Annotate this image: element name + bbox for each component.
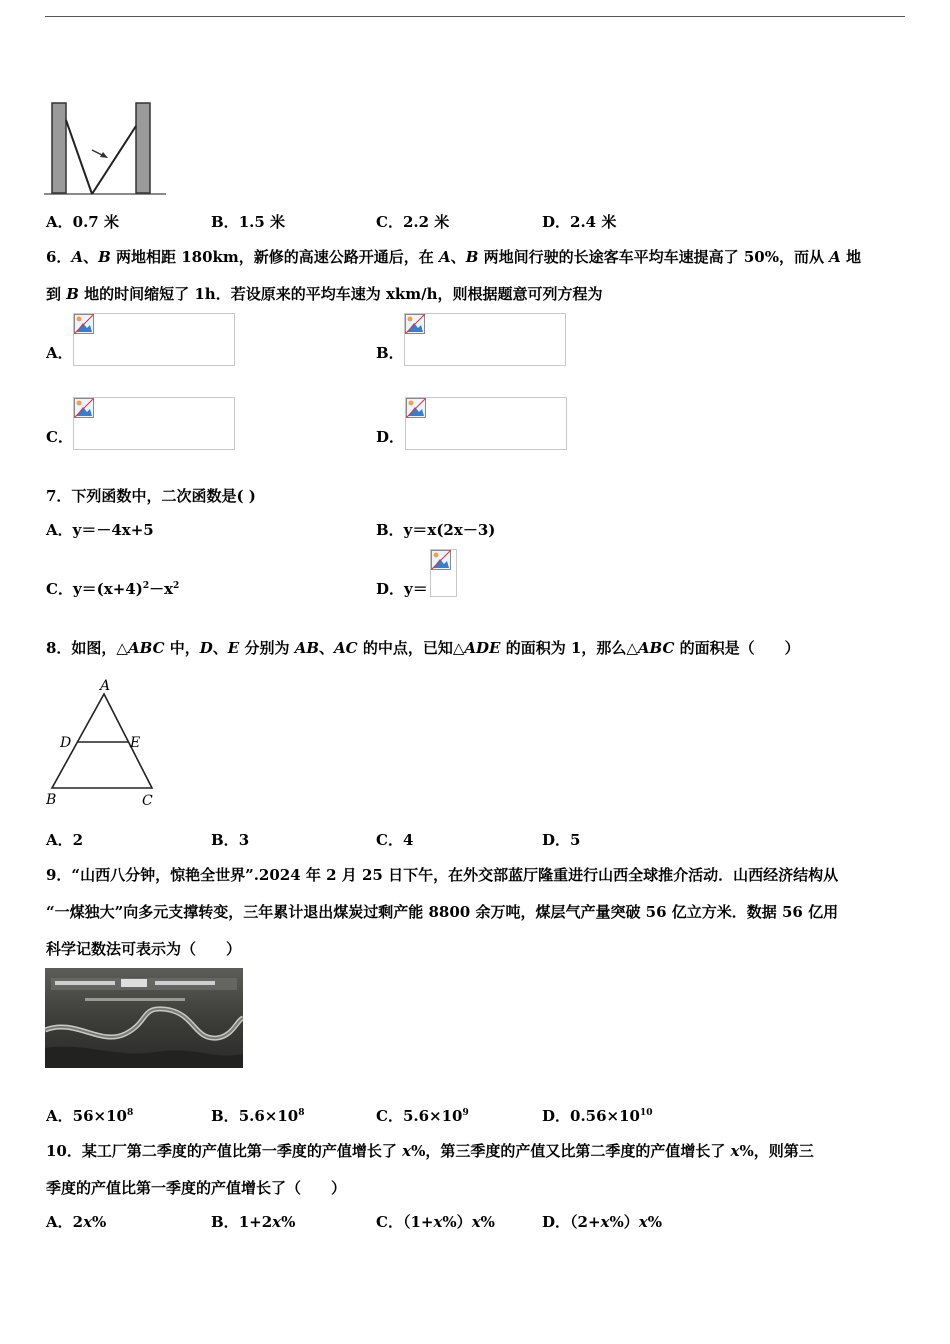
q10-stem-line2: 季度的产值比第一季度的产值增长了（ ） xyxy=(46,1179,347,1197)
q6-option-a: A． xyxy=(46,344,73,362)
q9-stem-line2: “一煤独大”向多元支撑转变，三年累计退出煤炭过剩产能 8800 余万吨，煤层气产量突破 56 亿立方米．数据 56 亿用 xyxy=(46,903,839,921)
q8-option-c: C．4 xyxy=(376,831,414,849)
shanxi-promo-photo xyxy=(45,968,243,1068)
q10-option-a: A．2x% xyxy=(46,1213,107,1231)
q6-option-b: B． xyxy=(376,344,404,362)
q5-option-a: A．0.7 米 xyxy=(46,213,119,231)
broken-image-icon xyxy=(405,314,425,334)
q6-option-a-image xyxy=(73,313,235,366)
q9-option-a: A．$56\times 10^8$ xyxy=(46,1107,134,1125)
q9-option-b: B．$5.6\times 10^8$ xyxy=(211,1107,305,1125)
vertex-label-a: A xyxy=(100,678,111,694)
header-rule xyxy=(45,16,905,17)
q5-option-d: D．2.4 米 xyxy=(542,213,617,231)
broken-image-icon xyxy=(431,550,451,570)
q6-option-d: D． xyxy=(376,428,405,446)
q6-stem-line2: 到 B 地的时间缩短了 1h．若设原来的平均车速为 xkm/h，则根据题意可列方程为 xyxy=(46,285,603,303)
q6-option-c-image xyxy=(73,397,235,450)
q8-option-d: D．5 xyxy=(542,831,581,849)
vertex-label-e: E xyxy=(130,735,141,751)
q8-option-a: A．2 xyxy=(46,831,84,849)
triangle-figure xyxy=(44,676,160,810)
q8-stem: 8．如图，△ABC 中，D、E 分别为 AB、AC 的中点，已知△ADE 的面积为 1，那么△ABC 的面积是（ ） xyxy=(46,639,800,657)
vertex-label-b: B xyxy=(46,792,57,808)
q9-option-d: D．$0.56\times 10^{10}$ xyxy=(542,1107,653,1125)
q6-option-c: C． xyxy=(46,428,73,446)
q9-stem-line1: 9．“山西八分钟，惊艳全世界”.2024 年 2 月 25 日下午，在外交部蓝厅隆重进行山西全球推介活动．山西经济结构从 xyxy=(46,866,839,884)
broken-image-icon xyxy=(74,398,94,418)
q10-option-d: D．（2+x%）x% xyxy=(542,1213,662,1231)
q5-option-c: C．2.2 米 xyxy=(376,213,450,231)
q9-option-c: C．$5.6\times 10^9$ xyxy=(376,1107,469,1125)
vertex-label-c: C xyxy=(142,793,153,809)
broken-image-icon xyxy=(74,314,94,334)
q6-option-b-image xyxy=(404,313,566,366)
q7-stem: 7．下列函数中，二次函数是( ) xyxy=(46,487,256,505)
q9-stem-line3: 科学记数法可表示为（ ） xyxy=(46,940,242,958)
q5-option-b: B．1.5 米 xyxy=(211,213,286,231)
q8-option-b: B．3 xyxy=(211,831,250,849)
q7-option-a: A．y＝－4x+5 xyxy=(46,521,154,539)
q10-stem-line1: 10．某工厂第二季度的产值比第一季度的产值增长了 x%，第三季度的产值又比第二季度的产值增长了 x%，则第三 xyxy=(46,1142,814,1160)
q7-option-c: C．$y=(x+4)^2-x^2$ xyxy=(46,580,180,598)
q7-option-d: D．y＝ xyxy=(376,580,428,598)
q6-option-d-image xyxy=(405,397,567,450)
broken-image-icon xyxy=(406,398,426,418)
q6-stem-line1: 6．A、B 两地相距 180km，新修的高速公路开通后，在 A、B 两地间行驶的长途客车平均车速提高了 50%，而从 A 地 xyxy=(46,248,862,266)
q10-option-c: C．（1+x%）x% xyxy=(376,1213,495,1231)
q7-option-b: B．y＝x(2x－3) xyxy=(376,521,496,539)
ladder-figure xyxy=(44,98,168,198)
vertex-label-d: D xyxy=(60,735,72,751)
q10-option-b: B．1+2x% xyxy=(211,1213,296,1231)
